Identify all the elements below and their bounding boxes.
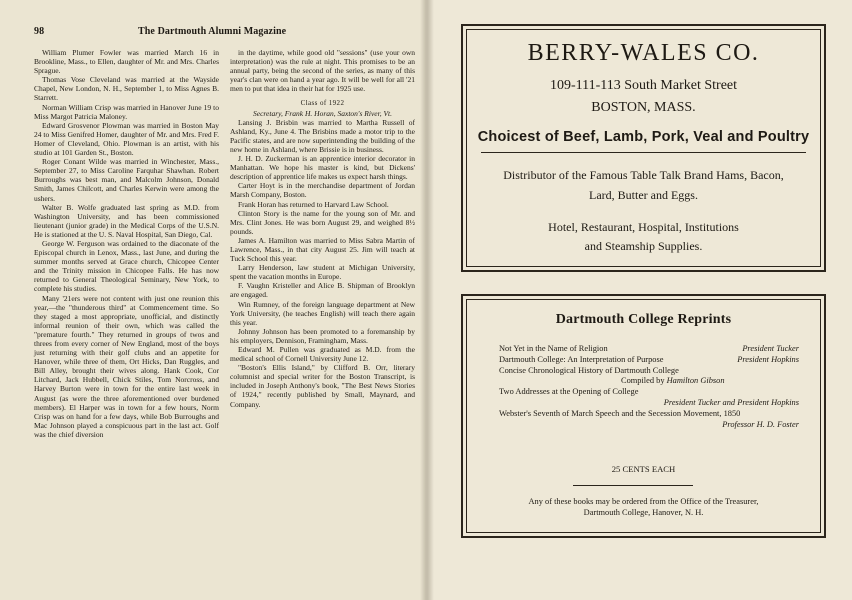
reprint-item — [499, 387, 799, 398]
berry-wales-advertisement — [461, 24, 826, 272]
reprint-item — [499, 409, 799, 420]
news-paragraph: J. H. D. Zuckerman is an apprentice interior decorator in Manhattan. We hope his master is kind, but Dickens' description of apprentice life makes us expect harsh things. — [230, 154, 415, 182]
reprints-list — [499, 344, 799, 430]
reprints-title: Dartmouth College Reprints — [555, 312, 732, 327]
news-paragraph: Walter B. Wolfe graduated last spring as M.D. from Washington University, and has been commissioned lieutenant (junior grade) in the Medical Corps of the U.S.N. He is stationed at the U. S. Naval Hospital, San Diego, Cal. — [34, 202, 219, 239]
column-1 — [34, 48, 219, 439]
reprint-item — [499, 366, 799, 377]
reprint-compiler — [621, 376, 725, 387]
news-paragraph: Lansing J. Brisbin was married to Martha Russell of Ashland, Ky., June 4. The Brisbins made a motor trip to the Pacific states, and are now superintending the building of the new home in Ashland, where Brissie is in business. — [230, 117, 415, 154]
news-paragraph: Win Rumney, of the foreign language department at New York University, (he teaches English) will teach there again this year. — [230, 299, 415, 327]
supplies-line: and Steamship Supplies. — [584, 239, 703, 253]
compiled-by-label: Compiled by — [621, 376, 665, 386]
book-gutter — [420, 0, 434, 600]
order-info: Dartmouth College, Hanover, N. H. — [583, 508, 704, 517]
news-paragraph: Larry Henderson, law student at Michigan University, spent the vacation months in Europe. — [230, 263, 415, 282]
reprint-item — [499, 420, 799, 431]
news-paragraph: Thomas Vose Cleveland was married at the Wayside Chapel, New London, N. H., September 1, to Miss Agnes B. Starrett. — [34, 75, 219, 103]
reprint-item — [499, 376, 799, 387]
street-address: 109-111-113 South Market Street — [549, 78, 738, 93]
right-page — [426, 0, 852, 600]
news-paragraph: Frank Horan has returned to Harvard Law School. — [238, 199, 389, 209]
magazine-title: The Dartmouth Alumni Magazine — [138, 26, 287, 37]
news-paragraph: Many '21ers were not content with just one reunion this year,—the "thunderous third" at Commencement time. So they staged a most appropriate, unofficial, and distinctly informal reunion of their own, which was called the "premature fourth." They returned in groups of twos and threes from every corner of New England, most of the boys just returning with their golf clubs and an appetite for Hanover, while three of them, Ort Hicks, Dan Ruggles, and Bill Alley, brought their wives along. Hank Cook, Cor Litchard, Jack Hubbell, Chick Stiles, Tom Norcross, and Harvey Burton were in town for the entire last week in August (as were the three aforementioned over burdened members). El Harper was in town for a few hours, Norm Crisp was on hand for a few days, while Bob Burroughs and Mac Johnson played a conspicuous part in the last act. Golf was the chief diversion — [34, 293, 219, 439]
news-paragraph: Johnny Johnson has been promoted to a foremanship by his employers, Dennison, Framingham, Mass. — [230, 326, 415, 345]
supplies-line: Hotel, Restaurant, Hospital, Institutions — [548, 220, 739, 234]
reprint-author: President Tucker — [742, 344, 799, 353]
news-paragraph: William Plumer Fowler was married March 16 in Brookline, Mass., to Ellen, daughter of Mr. and Mrs. Charles Sprague. — [34, 48, 219, 76]
news-paragraph: "Boston's Ellis Island," by Clifford B. Orr, literary columnist and special writer for the Boston Transcript, is included in Joseph Anthony's book, "The Best News Stories of 1924," recently published by Small, Maynard, and Company. — [230, 363, 415, 409]
reprints-advertisement — [461, 294, 826, 538]
news-paragraph: Carter Hoyt is in the merchandise department of Jordan Marsh Company, Boston. — [230, 181, 415, 200]
reprint-author: Professor H. D. Foster — [722, 419, 799, 429]
reprint-title: Not Yet in the Name of Religion — [499, 344, 608, 353]
news-paragraph: George W. Ferguson was ordained to the diaconate of the Episcopal church in Lenox, Mass., last June, and during the summer months served at Grace church, Chicopee Center and the Trinity mission in Chicopee Falls. He has now returned to General Theological Seminary, New York, to complete his studies. — [34, 238, 219, 294]
class-heading: Class of 1922 — [300, 99, 345, 108]
news-paragraph: Clinton Story is the name for the young son of Mr. and Mrs. Clint Jones. He was born August 29, and weighed 8½ pounds. — [230, 208, 415, 236]
price-label: 25 CENTS EACH — [611, 464, 676, 474]
reprint-title: Dartmouth College: An Interpretation of Purpose — [499, 354, 664, 364]
news-paragraph: Roger Conant Wilde was married in Winchester, Mass., September 27, to Miss Caroline Farquhar Shawhan. Robert Burroughs was best man, and Malcolm Johnson, Donald Smith, James Chilcott, and Charles Kerwin were among the ushers. — [34, 157, 219, 203]
reprint-author: President Tucker and President Hopkins — [663, 397, 799, 407]
class-secretary: Secretary, Frank H. Horan, Saxton's River, Vt. — [252, 108, 392, 118]
distributor-line: Lard, Butter and Eggs. — [589, 188, 698, 202]
reprint-author: Hamilton Gibson — [666, 376, 725, 386]
news-paragraph: James A. Hamilton was married to Miss Sabra Martin of Lawrence, Mass., in that city August 25. Jim will teach at Tuck School this year. — [230, 235, 415, 264]
headline-underline — [481, 152, 806, 153]
news-paragraph: in the daytime, while good old "sessions" (use your own interpretation) was the rule at night. This promises to be an annual party, being the second of the series, as many of this year's clan were on hand a year ago. It will be well for all '21 men to put that idea in their hat for 1925 use. — [230, 48, 415, 94]
reprint-item — [499, 344, 799, 355]
ad-headline: Choicest of Beef, Lamb, Pork, Veal and Poultry — [477, 129, 810, 145]
reprint-item — [499, 355, 799, 366]
distributor-line: Distributor of the Famous Table Talk Brand Hams, Bacon, — [503, 168, 784, 182]
reprint-title: Concise Chronological History of Dartmouth College — [499, 365, 679, 375]
news-paragraph: F. Vaughn Kristeller and Alice B. Shipman of Brooklyn are engaged. — [230, 281, 415, 300]
reprint-author: President Hopkins — [737, 354, 799, 364]
news-paragraph: Norman William Crisp was married in Hanover June 19 to Miss Margot Patricia Maloney. — [34, 102, 219, 121]
news-paragraph: Edward Grosvenor Plowman was married in Boston May 24 to Miss Genifred Homer, daughter of Mr. and Mrs. Fred F. Homer of Cleveland, Ohio. Plowman is an artist, with his studio at 101 Garden St., Boston. — [34, 120, 219, 158]
column-2 — [230, 48, 415, 409]
page-number: 98 — [34, 26, 45, 37]
running-head — [34, 26, 414, 40]
divider — [573, 485, 693, 486]
reprint-title: Webster's Seventh of March Speech and the Secession Movement, 1850 — [499, 408, 741, 418]
reprint-title: Two Addresses at the Opening of College — [499, 387, 639, 397]
order-info: Any of these books may be ordered from the Office of the Treasurer, — [528, 497, 759, 506]
news-paragraph: Edward M. Pullen was graduated as M.D. from the medical school of Cornell University June 12. — [230, 345, 415, 364]
company-name: BERRY-WALES CO. — [527, 40, 760, 66]
reprint-item — [499, 398, 799, 409]
city-address: BOSTON, MASS. — [591, 100, 696, 115]
